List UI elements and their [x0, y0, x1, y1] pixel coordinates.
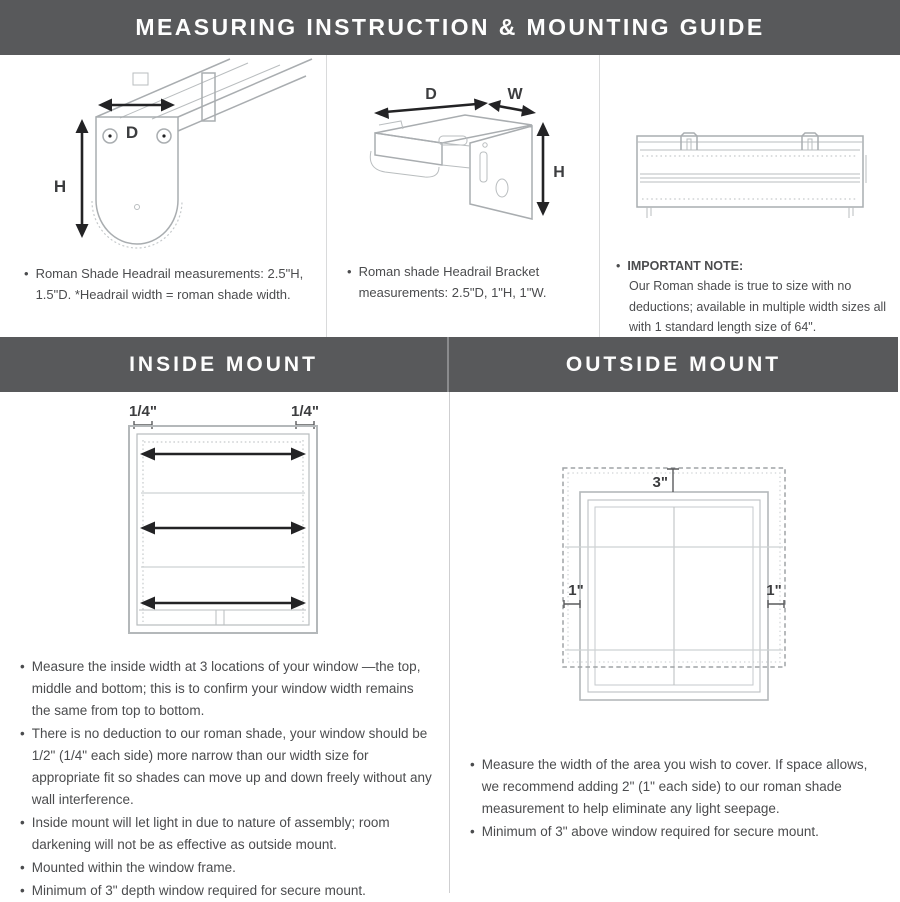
- measurement-diagrams-section: [0, 55, 900, 337]
- outside-left-gap-label: 1": [568, 582, 584, 599]
- outside-mount-header: [449, 337, 898, 392]
- inside-gap-right-label: 1/4": [291, 403, 319, 420]
- bracket-depth-label: D: [425, 86, 437, 103]
- outside-mount-bullet-1: [470, 754, 885, 820]
- bracket-measurements-note: [347, 261, 589, 303]
- important-note-body: Our Roman shade is true to size with no deductions; available in multiple width sizes all with 1 standard length size of 64".: [629, 279, 887, 334]
- bracket-width-label: W: [507, 86, 523, 103]
- inside-mount-header: [0, 337, 449, 392]
- outside-mount-title: OUTSIDE MOUNT: [565, 352, 782, 376]
- outside-mount-instructions: [450, 742, 899, 843]
- outside-mount-diagram-image: [450, 392, 899, 742]
- inside-mount-bullet-3-text: Inside mount will let light in due to nature of assembly; room darkening will not be as effective as outside mount.: [31, 815, 390, 852]
- inside-mount-bullet-2: [20, 723, 435, 811]
- bracket-diagram-image: [327, 55, 599, 255]
- inside-mount-bullet-1-text: Measure the inside width at 3 locations of your window —the top, middle and bottom; this is to confirm your window width remains the same from top to bottom.: [31, 659, 421, 718]
- headrail-measurements-text: Roman Shade Headrail measurements: 2.5"H, 1.5"D. *Headrail width = roman shade width.: [35, 266, 304, 303]
- outside-right-gap-label: 1": [766, 582, 782, 599]
- inside-mount-title: INSIDE MOUNT: [129, 352, 318, 376]
- inside-mount-panel: [0, 392, 450, 898]
- mount-instructions-section: [0, 392, 900, 898]
- outside-mount-panel: [450, 392, 899, 893]
- inside-mount-bullet-5-text: Minimum of 3" depth window required for secure mount.: [31, 883, 366, 898]
- headrail-depth-label: D: [125, 123, 139, 142]
- inside-mount-diagram-image: [0, 392, 449, 650]
- main-header-bar: [0, 0, 900, 55]
- headrail-height-label: H: [53, 177, 67, 196]
- headrail-front-view-image: [600, 55, 899, 255]
- inside-mount-bullet-2-text: There is no deduction to our roman shade, your window should be 1/2" (1/4" each side) more narrow than our width size for appropriate fit so shades can move up and down freely without any wall interference.: [31, 726, 432, 807]
- bullet-icon: •: [470, 757, 475, 772]
- bullet-icon: •: [20, 883, 25, 898]
- page-title: MEASURING INSTRUCTION & MOUNTING GUIDE: [135, 14, 765, 40]
- bullet-icon: •: [20, 815, 25, 830]
- headrail-diagram-image: [0, 55, 326, 255]
- headrail-measurement-panel: [0, 55, 327, 337]
- important-note-panel: [600, 55, 899, 337]
- important-note-title-row: [616, 257, 891, 276]
- mount-section-headers: [0, 337, 900, 392]
- outside-mount-bullet-1-text: Measure the width of the area you wish to cover. If space allows, we recommend adding 2" (1" each side) to our roman shade measurement to help eliminate any light seepage.: [481, 757, 868, 816]
- outside-mount-bullet-2: [470, 821, 885, 843]
- bullet-icon: •: [347, 264, 352, 279]
- outside-mount-bullet-2-text: Minimum of 3" above window required for secure mount.: [481, 824, 819, 839]
- bullet-icon: •: [616, 259, 621, 273]
- bracket-measurement-panel: [327, 55, 600, 337]
- bracket-measurements-text: Roman shade Headrail Bracket measurements: 2.5"D, 1"H, 1"W.: [358, 264, 547, 301]
- inside-mount-bullet-3: [20, 812, 435, 856]
- bullet-icon: •: [470, 824, 475, 839]
- outside-top-gap-label: 3": [652, 474, 668, 491]
- bullet-icon: •: [20, 860, 25, 875]
- bullet-icon: •: [20, 726, 25, 741]
- bullet-icon: •: [24, 266, 29, 281]
- important-note-title: IMPORTANT NOTE:: [627, 259, 744, 273]
- bullet-icon: •: [20, 659, 25, 674]
- headrail-measurements-note: [24, 263, 308, 305]
- inside-mount-bullet-4: [20, 857, 435, 879]
- bracket-height-label: H: [553, 164, 565, 181]
- inside-mount-bullet-4-text: Mounted within the window frame.: [31, 860, 236, 875]
- inside-gap-left-label: 1/4": [129, 403, 157, 420]
- inside-mount-instructions: [0, 650, 449, 902]
- inside-mount-bullet-1: [20, 656, 435, 722]
- inside-mount-bullet-5: [20, 880, 435, 902]
